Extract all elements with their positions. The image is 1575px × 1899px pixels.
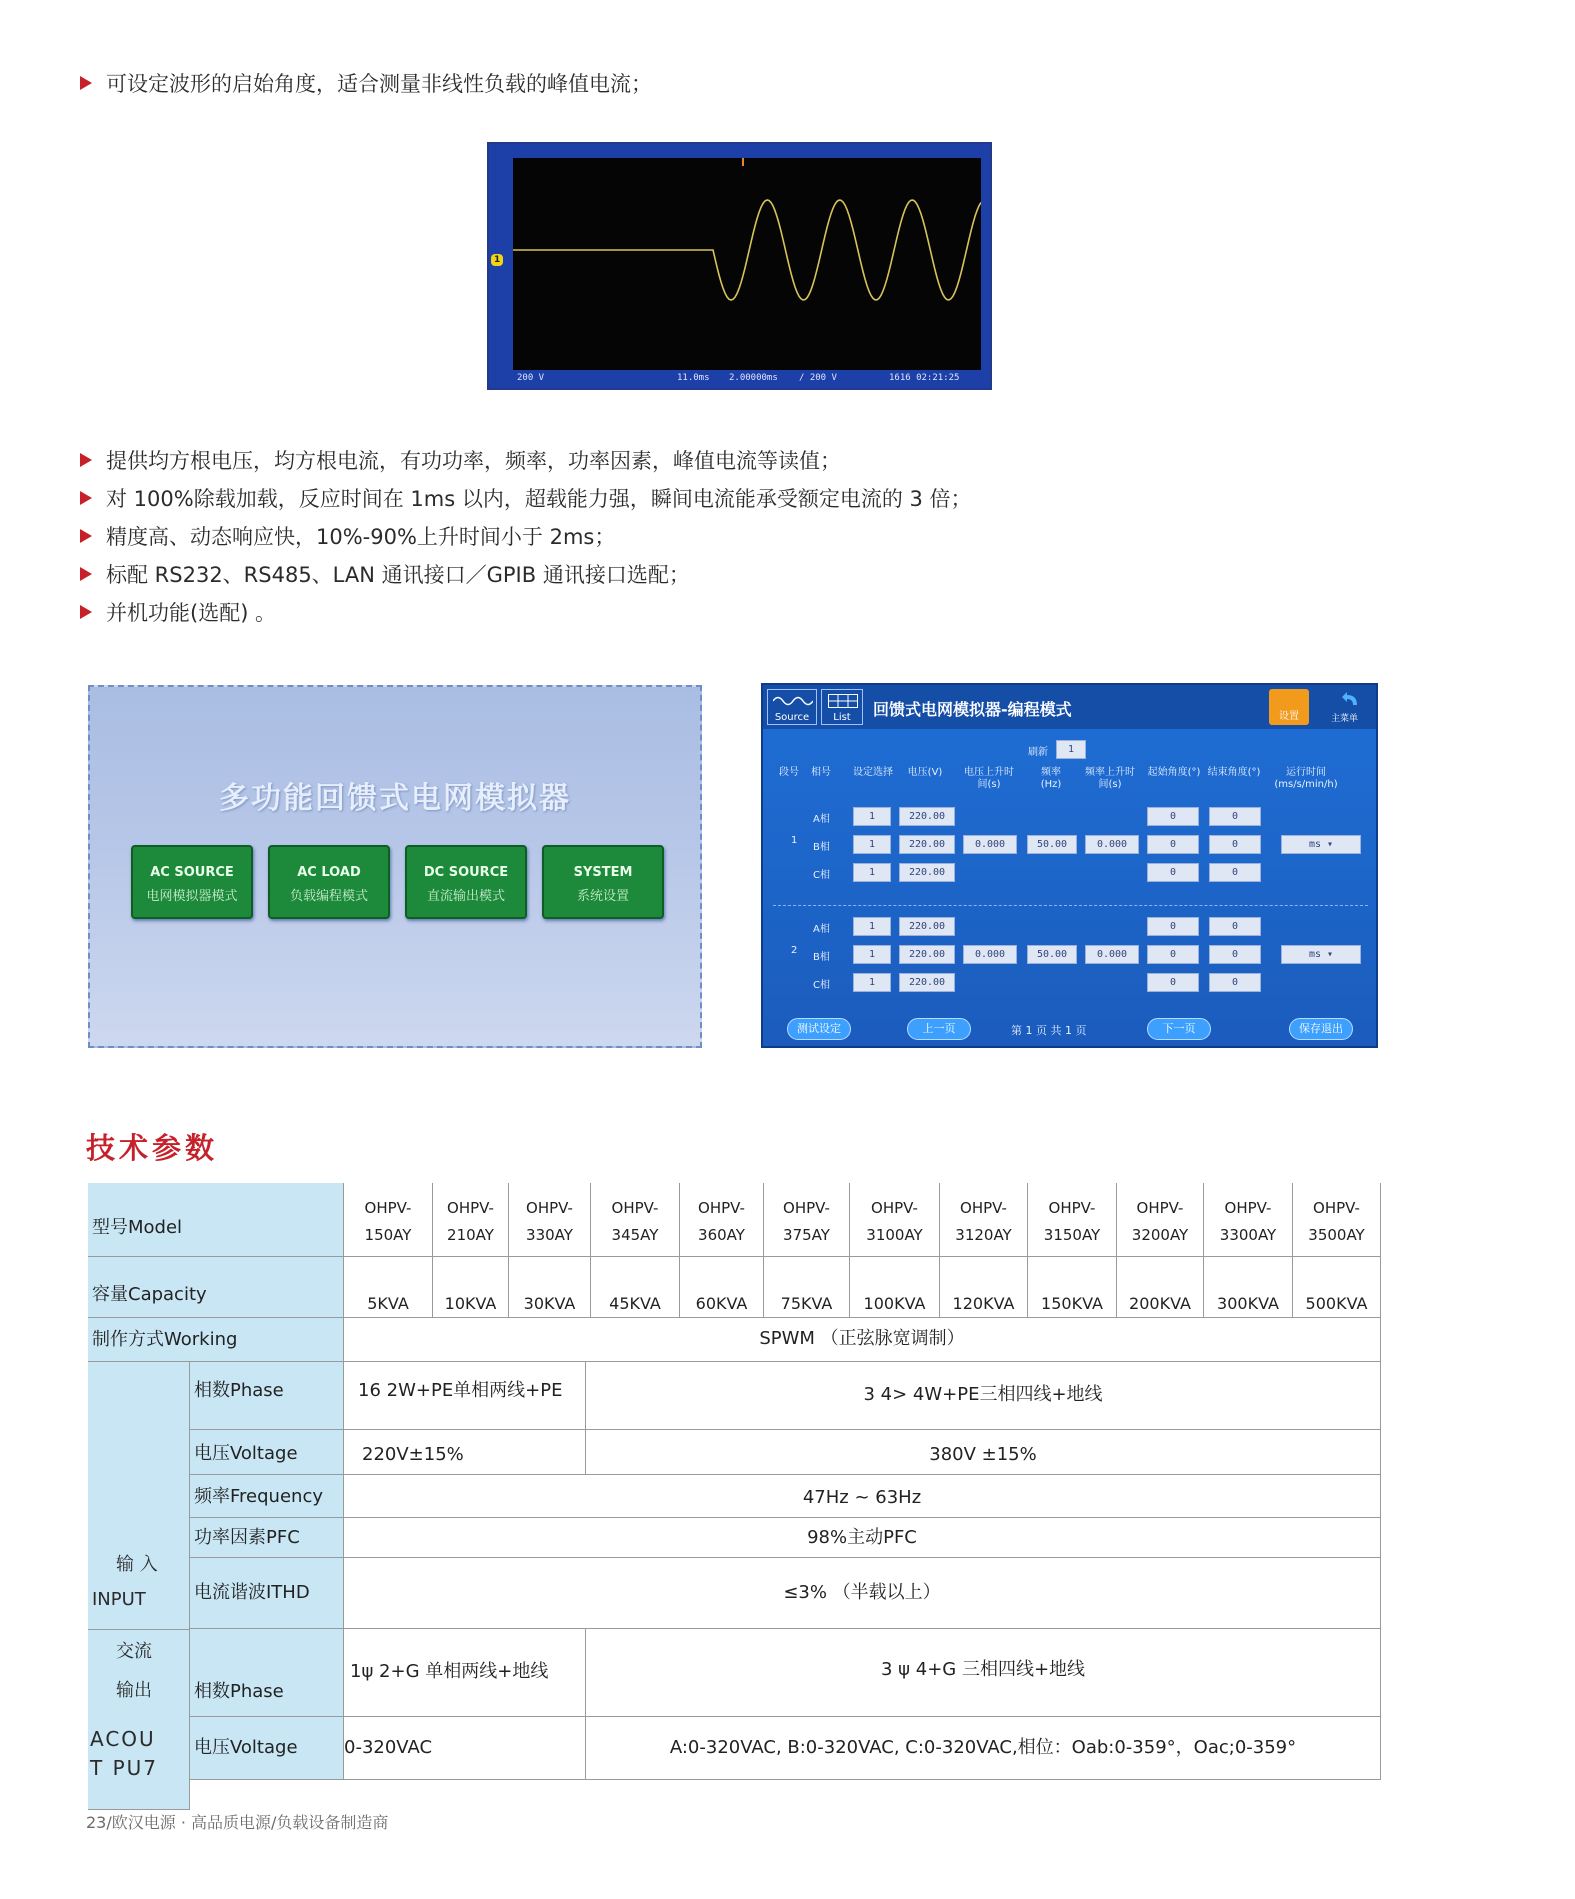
frequency-input[interactable]: 50.00 (1027, 945, 1077, 964)
phase-label: C相 (813, 870, 830, 881)
feature-item: 并机功能(选配) 。 (80, 599, 276, 627)
output-voltage-three: A:0-320VAC, B:0-320VAC, C:0-320VAC,相位：Oab:0-359°，Oac;0-359° (586, 1717, 1381, 1780)
model-cell: OHPV- 210AY (433, 1183, 509, 1257)
column-header: 电压上升时间(s) (964, 767, 1014, 790)
page-info: 第 1 页 共 1 页 (1011, 1024, 1087, 1037)
model-cell: OHPV- 330AY (509, 1183, 591, 1257)
run-time-select[interactable]: ms ▾ (1281, 835, 1361, 854)
select-input[interactable]: 1 (853, 807, 891, 826)
capacity-cell: 45KVA (591, 1257, 680, 1318)
column-header: 设定选择 (853, 767, 893, 778)
output-voltage-single: 0-320VAC (344, 1717, 586, 1780)
prev-page-button[interactable]: 上一页 (907, 1018, 971, 1040)
program-title: 回馈式电网模拟器-编程模式 (873, 700, 1072, 719)
sine-wave-icon (773, 694, 813, 708)
capacity-cell: 30KVA (509, 1257, 591, 1318)
segment-number: 1 (791, 835, 798, 846)
model-cell: OHPV- 375AY (764, 1183, 850, 1257)
capacity-cell: 300KVA (1204, 1257, 1293, 1318)
capacity-cell: 120KVA (940, 1257, 1028, 1318)
capacity-cell: 150KVA (1028, 1257, 1117, 1318)
model-label: 型号Model (88, 1183, 344, 1257)
input-frequency-label: 频率Frequency (190, 1475, 344, 1518)
input-pfc-value: 98%主动PFC (344, 1518, 1381, 1558)
column-header: 段号 (779, 767, 799, 778)
end-angle-input[interactable]: 0 (1209, 973, 1261, 992)
start-angle-input[interactable]: 0 (1147, 945, 1199, 964)
select-input[interactable]: 1 (853, 973, 891, 992)
voltage-rise-input[interactable]: 0.000 (963, 835, 1017, 854)
run-time-select[interactable]: ms ▾ (1281, 945, 1361, 964)
column-header: 起始角度(°) (1147, 767, 1201, 778)
frequency-rise-input[interactable]: 0.000 (1085, 945, 1139, 964)
list-tab[interactable]: List (821, 689, 863, 725)
column-header: 频率(Hz) (1040, 767, 1062, 790)
voltage-input[interactable]: 220.00 (899, 973, 955, 992)
feature-item: 可设定波形的启始角度，适合测量非线性负载的峰值电流； (80, 70, 652, 98)
end-angle-input[interactable]: 0 (1209, 863, 1261, 882)
input-phase-label: 相数Phase (190, 1362, 344, 1430)
phase-label: A相 (813, 924, 830, 935)
scope-screen (513, 158, 981, 374)
bullet-triangle-icon (80, 453, 92, 467)
group-input[interactable]: 1 (1056, 740, 1086, 759)
capacity-cell: 75KVA (764, 1257, 850, 1318)
feature-item: 标配 RS232、RS485、LAN 通讯接口／GPIB 通讯接口选配； (80, 561, 690, 589)
voltage-input[interactable]: 220.00 (899, 807, 955, 826)
oscilloscope-screenshot (487, 142, 992, 390)
voltage-input[interactable]: 220.00 (899, 863, 955, 882)
start-angle-input[interactable]: 0 (1147, 917, 1199, 936)
model-cell: OHPV- 3150AY (1028, 1183, 1117, 1257)
save-exit-button[interactable]: 保存退出 (1289, 1018, 1353, 1040)
column-header: 相号 (811, 767, 831, 778)
start-angle-input[interactable]: 0 (1147, 973, 1199, 992)
output-phase-three: 3 ψ 4+G 三相四线+地线 (586, 1629, 1381, 1717)
capacity-cell: 500KVA (1293, 1257, 1381, 1318)
input-phase-three: 3 4> 4W+PE三相四线+地线 (586, 1362, 1381, 1430)
model-cell: OHPV- 150AY (344, 1183, 433, 1257)
menu-title: 多功能回馈式电网模拟器 (219, 781, 571, 816)
input-voltage-single: 220V±15% (344, 1430, 586, 1475)
input-voltage-three: 380V ±15% (586, 1430, 1381, 1475)
select-input[interactable]: 1 (853, 863, 891, 882)
model-cell: OHPV- 345AY (591, 1183, 680, 1257)
end-angle-input[interactable]: 0 (1209, 835, 1261, 854)
segment-divider (773, 905, 1368, 906)
input-ithd-label: 电流谐波ITHD (190, 1558, 344, 1629)
end-angle-input[interactable]: 0 (1209, 917, 1261, 936)
output-phase-single: 1ψ 2+G 单相两线+地线 (344, 1629, 586, 1717)
frequency-input[interactable]: 50.00 (1027, 835, 1077, 854)
bullet-triangle-icon (80, 567, 92, 581)
main-menu-screenshot (88, 685, 702, 1048)
phase-label: C相 (813, 980, 830, 991)
model-cell: OHPV- 3300AY (1204, 1183, 1293, 1257)
column-header: 频率上升时间(s) (1085, 767, 1135, 790)
home-button[interactable]: 主菜单 (1331, 714, 1359, 724)
waveform-trace (513, 158, 981, 374)
input-pfc-label: 功率因素PFC (190, 1518, 344, 1558)
phase-label: A相 (813, 814, 830, 825)
column-header: 电压(V) (907, 767, 943, 778)
start-angle-input[interactable]: 0 (1147, 807, 1199, 826)
bullet-triangle-icon (80, 605, 92, 619)
section-title: 技术参数 (86, 1131, 219, 1165)
back-arrow-icon[interactable] (1341, 691, 1361, 707)
scope-status-bar: 200 V 11.0ms 2.00000ms / 200 V 1616 02:21:25 (489, 370, 990, 388)
end-angle-input[interactable]: 0 (1209, 945, 1261, 964)
feature-item: 提供均方根电压，均方根电流，有功功率，频率，功率因素，峰值电流等读值； (80, 447, 841, 475)
model-cell: OHPV- 3500AY (1293, 1183, 1381, 1257)
capacity-cell: 10KVA (433, 1257, 509, 1318)
phase-label: B相 (813, 952, 830, 963)
feature-item: 精度高、动态响应快，10%-90%上升时间小于 2ms； (80, 523, 615, 551)
settings-badge[interactable]: 设置 (1269, 689, 1309, 725)
voltage-input[interactable]: 220.00 (899, 917, 955, 936)
output-group-en-1: ACOU (90, 1727, 156, 1751)
scope-top-bar (489, 144, 990, 158)
output-group-divider (88, 1629, 190, 1630)
column-header: 运行时间(ms/s/min/h) (1274, 767, 1338, 790)
ac-load-button[interactable]: AC LOAD 负载编程模式 (268, 845, 390, 919)
capacity-cell: 60KVA (680, 1257, 764, 1318)
start-angle-input[interactable]: 0 (1147, 835, 1199, 854)
input-voltage-label: 电压Voltage (190, 1430, 344, 1475)
bullet-triangle-icon (80, 76, 92, 90)
output-phase-label: 相数Phase (190, 1629, 344, 1717)
phase-label: B相 (813, 842, 830, 853)
voltage-rise-input[interactable]: 0.000 (963, 945, 1017, 964)
input-group-cn: 输 入 (116, 1554, 158, 1575)
dc-source-button[interactable]: DC SOURCE 直流输出模式 (405, 845, 527, 919)
frequency-rise-input[interactable]: 0.000 (1085, 835, 1139, 854)
model-cell: OHPV- 3100AY (850, 1183, 940, 1257)
output-group-cn-1: 交流 (116, 1641, 152, 1662)
output-group-en-2: T PU7 (90, 1756, 158, 1780)
feature-item: 对 100%除载加载，反应时间在 1ms 以内，超载能力强，瞬间电流能承受额定电流的 3 倍； (80, 485, 972, 513)
capacity-label: 容量Capacity (88, 1257, 344, 1318)
select-input[interactable]: 1 (853, 835, 891, 854)
capacity-cell: 5KVA (344, 1257, 433, 1318)
channel-marker: 1 (491, 254, 503, 266)
next-page-button[interactable]: 下一页 (1147, 1018, 1211, 1040)
system-button[interactable]: SYSTEM 系统设置 (542, 845, 664, 919)
output-group-cn-2: 输出 (116, 1680, 152, 1701)
end-angle-input[interactable]: 0 (1209, 807, 1261, 826)
model-cell: OHPV- 3120AY (940, 1183, 1028, 1257)
program-mode-screenshot: Source List 回馈式电网模拟器-编程模式 设置 主菜单 刷新 1 段号 相号 设定选择 电压(V) 电压上升时间(s) 频率(Hz) 频率上升时间(s) 起始角度(°) 结束角度(°) 运行时间(ms/s/min/h) 1 A相 1 220.00 0 0 B相 1 220.00 0 0 C相 1 220.00 0 0 0.000 50.00 0.000 ms ▾ 2 A相 1 220.00 0 0 B相 1 220.00 0 0 C相 1 220.00 0 0 0.000 50.00 0.000 ms ▾ 测试设定 上一页 第 1 页 共 1 页 下一页 保存退出 (761, 683, 1378, 1048)
select-input[interactable]: 1 (853, 945, 891, 964)
input-ithd-value: ≤3% （半载以上） (344, 1558, 1381, 1629)
bullet-triangle-icon (80, 529, 92, 543)
segment-number: 2 (791, 945, 798, 956)
column-header: 结束角度(°) (1207, 767, 1261, 778)
grid-icon (828, 694, 858, 708)
input-frequency-value: 47Hz ~ 63Hz (344, 1475, 1381, 1518)
spec-table (88, 1183, 1381, 1780)
voltage-input[interactable]: 220.00 (899, 945, 955, 964)
input-group-en: INPUT (92, 1589, 146, 1610)
input-phase-single: 16 2W+PE单相两线+PE (344, 1362, 586, 1430)
select-input[interactable]: 1 (853, 917, 891, 936)
working-value: SPWM （正弦脉宽调制） (344, 1318, 1381, 1362)
bullet-triangle-icon (80, 491, 92, 505)
capacity-cell: 100KVA (850, 1257, 940, 1318)
model-cell: OHPV- 3200AY (1117, 1183, 1204, 1257)
source-tab[interactable]: Source (767, 689, 817, 725)
voltage-input[interactable]: 220.00 (899, 835, 955, 854)
capacity-cell: 200KVA (1117, 1257, 1204, 1318)
output-voltage-label: 电压Voltage (190, 1717, 344, 1780)
ac-source-button[interactable]: AC SOURCE 电网模拟器模式 (131, 845, 253, 919)
page-footer: 23/欧汉电源 · 高品质电源/负载设备制造商 (86, 1813, 389, 1832)
start-angle-input[interactable]: 0 (1147, 863, 1199, 882)
working-label: 制作方式Working (88, 1318, 344, 1362)
test-setting-button[interactable]: 测试设定 (787, 1018, 851, 1040)
model-cell: OHPV- 360AY (680, 1183, 764, 1257)
